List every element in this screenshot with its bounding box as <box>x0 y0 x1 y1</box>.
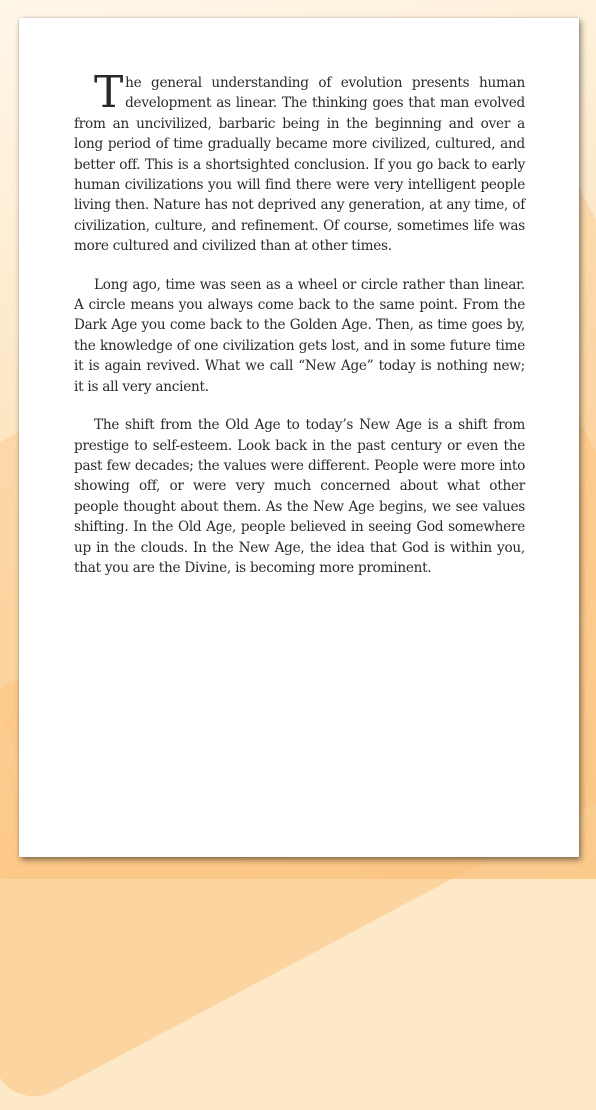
paragraph-1-text: he general understanding of evolution presents human development as linear. The thinking goes that man evolved from an uncivilized, barbaric being in the beginning and over a long period of time gradually became more civilized, cultured, and better off. This is a shortsighted conclusion. If you go back to early human civilizations you will find there were very intelligent people living then. Nature has not deprived any generation, at any time, of civilization, culture, and refinement. Of course, sometimes life was more cultured and civilized than at other times. <box>74 75 525 255</box>
paragraph-1 <box>74 67 525 257</box>
paragraph-2: Long ago, time was seen as a wheel or circle rather than linear. A circle means you always come back to the same point. From the Dark Age you come back to the Golden Age. Then, as time goes by, the knowledge of one civilization gets lost, and in some future time it is again revived. What we call “New Age” today is nothing new; it is all very ancient. <box>74 276 525 395</box>
page-sheet <box>19 18 579 857</box>
drop-cap: T <box>94 67 124 118</box>
body-text <box>74 67 525 596</box>
paragraph-3: The shift from the Old Age to today’s New Age is a shift from prestige to self-esteem. Look back in the past century or even the past few decades; the values were different. People were more into showing off, or were very much concerned about what other people thought about them. As the New Age begins, we see values shifting. In the Old Age, people believed in seeing God somewhere up in the clouds. In the New Age, the idea that God is within you, that you are the Divine, is becoming more prominent. <box>74 417 525 576</box>
